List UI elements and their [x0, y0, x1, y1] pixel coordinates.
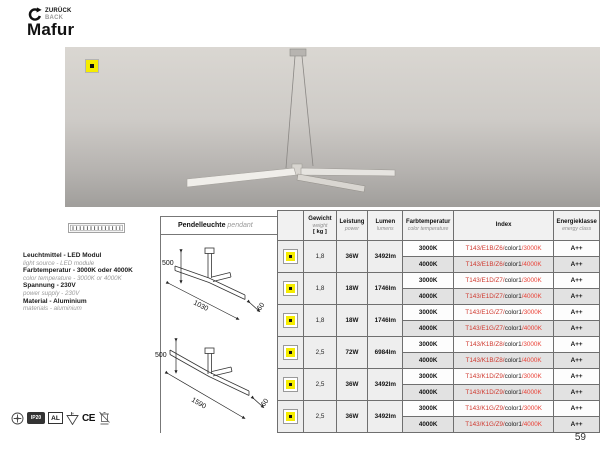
svg-text:F: F: [70, 411, 74, 417]
header-index: Index: [453, 211, 553, 241]
scale-ruler: [68, 220, 125, 238]
ce-mark-icon: CE: [82, 412, 95, 424]
index-code: T143/K1D/Z9/color1/3000K: [453, 369, 553, 385]
fixture-variant-icon: [283, 345, 298, 360]
index-code: T143/E1B/Z6/color1/4000K: [453, 257, 553, 273]
energy-class-value: A++: [554, 321, 600, 337]
spec-table: [277, 210, 600, 433]
spec-en: materials - aluminium: [23, 305, 82, 313]
aluminium-icon: AL: [48, 412, 63, 424]
table-row: [278, 369, 600, 385]
dim-height-small: 500: [162, 260, 174, 267]
fixture-variant-icon: [283, 281, 298, 296]
power-value: 18W: [336, 273, 368, 305]
power-value: 36W: [336, 401, 368, 433]
color-temp-value: 3000K: [403, 273, 454, 289]
index-code: T143/E1D/Z7/color1/3000K: [453, 273, 553, 289]
dim-length-small: 1030: [192, 299, 210, 313]
spec-list: [23, 252, 158, 313]
header-leistung: Leistung power: [336, 211, 368, 241]
variant-flag-icon: [85, 59, 99, 73]
color-temp-value: 3000K: [403, 369, 454, 385]
index-code: T143/E1B/Z6/color1/3000K: [453, 241, 553, 257]
fixture-variant-icon: [283, 409, 298, 424]
table-row: [278, 273, 600, 289]
page-number: 59: [574, 432, 586, 443]
color-temp-value: 4000K: [403, 321, 454, 337]
power-value: 36W: [336, 369, 368, 401]
index-code: T143/K1B/Z8/color1/4000K: [453, 353, 553, 369]
index-code: T143/E1D/Z7/color1/4000K: [453, 289, 553, 305]
weight-value: 2,5: [304, 401, 336, 433]
product-photo: [65, 47, 600, 207]
energy-class-value: A++: [554, 385, 600, 401]
energy-class-value: A++: [554, 401, 600, 417]
table-row: [278, 241, 600, 257]
energy-class-value: A++: [554, 257, 600, 273]
dim-height-large: 500: [155, 352, 167, 359]
weight-value: 2,5: [304, 337, 336, 369]
color-temp-value: 4000K: [403, 353, 454, 369]
power-value: 72W: [336, 337, 368, 369]
energy-class-value: A++: [554, 353, 600, 369]
index-code: T143/E1G/Z7/color1/3000K: [453, 305, 553, 321]
weight-value: 1,8: [304, 273, 336, 305]
color-temp-value: 3000K: [403, 305, 454, 321]
spec-en: color temperature - 3000K or 4000K: [23, 274, 122, 282]
spec-de: Spannung - 230V: [23, 282, 76, 290]
divider: [160, 234, 277, 235]
lumen-value: 1746lm: [368, 305, 403, 337]
color-temp-value: 3000K: [403, 337, 454, 353]
color-temp-value: 3000K: [403, 241, 454, 257]
index-code: T143/E1G/Z7/color1/4000K: [453, 321, 553, 337]
dim-length-large: 1590: [190, 396, 207, 411]
color-temp-value: 4000K: [403, 385, 454, 401]
lumen-value: 3492lm: [368, 369, 403, 401]
back-label-en: BACK: [45, 14, 64, 21]
header-energieklasse: Energieklasse energy class: [554, 211, 600, 241]
page-title: Mafur: [27, 20, 75, 39]
fixture-variant-icon: [283, 249, 298, 264]
spec-en: light source - LED module: [23, 259, 95, 267]
color-temp-value: 4000K: [403, 257, 454, 273]
dim-depth-large: 60: [260, 397, 271, 409]
energy-class-value: A++: [554, 417, 600, 433]
ip20-icon: IP20: [27, 412, 45, 424]
energy-class-value: A++: [554, 273, 600, 289]
table-row: [278, 401, 600, 417]
weight-value: 1,8: [304, 305, 336, 337]
energy-class-value: A++: [554, 337, 600, 353]
spec-en: power supply - 230V: [23, 289, 80, 297]
spec-de: Leuchtmittel - LED Modul: [23, 252, 102, 259]
header-lumen: Lumen lumens: [368, 211, 403, 241]
lumen-value: 3492lm: [368, 241, 403, 273]
lumen-value: 6984lm: [368, 337, 403, 369]
table-header-row: [278, 211, 600, 241]
header-farbtemperatur: Farbtemperatur color temperature: [403, 211, 454, 241]
dimension-diagram-small: [161, 238, 275, 339]
weight-value: 1,8: [304, 241, 336, 273]
dimension-diagram-large: [155, 334, 281, 441]
divider: [160, 216, 277, 217]
index-code: T143/K1B/Z8/color1/3000K: [453, 337, 553, 353]
header-icon-col: [278, 211, 304, 241]
diagram-heading: [178, 222, 253, 229]
energy-class-value: A++: [554, 241, 600, 257]
table-row: [278, 337, 600, 353]
spec-de: Farbtemperatur - 3000K oder 4000K: [23, 267, 133, 275]
energy-class-value: A++: [554, 305, 600, 321]
energy-class-value: A++: [554, 289, 600, 305]
color-temp-value: 3000K: [403, 401, 454, 417]
f-triangle-icon: [66, 412, 79, 425]
header-gewicht: Gewicht weight [ kg ]: [304, 211, 336, 241]
table-row: [278, 305, 600, 321]
back-label-de: ZURÜCK: [45, 8, 72, 14]
diagram-heading-en: pendant: [225, 222, 253, 229]
power-value: 18W: [336, 305, 368, 337]
power-value: 36W: [336, 241, 368, 273]
lumen-value: 3492lm: [368, 401, 403, 433]
pendant-lamp-image: [65, 47, 600, 207]
index-code: T143/K1G/Z9/color1/3000K: [453, 401, 553, 417]
certification-icons: [11, 411, 111, 425]
color-temp-value: 4000K: [403, 289, 454, 305]
index-code: T143/K1G/Z9/color1/4000K: [453, 417, 553, 433]
weight-value: 2,5: [304, 369, 336, 401]
diagram-heading-de: Pendelleuchte: [178, 222, 226, 229]
color-temp-value: 4000K: [403, 417, 454, 433]
dim-depth-small: 60: [256, 301, 267, 313]
fixture-variant-icon: [283, 313, 298, 328]
index-code: T143/K1D/Z9/color1/4000K: [453, 385, 553, 401]
weee-bin-icon: [98, 411, 111, 425]
fixture-variant-icon: [283, 377, 298, 392]
energy-class-value: A++: [554, 369, 600, 385]
earth-ground-icon: [11, 412, 24, 425]
lumen-value: 1746lm: [368, 273, 403, 305]
spec-de: Material - Aluminium: [23, 297, 87, 305]
